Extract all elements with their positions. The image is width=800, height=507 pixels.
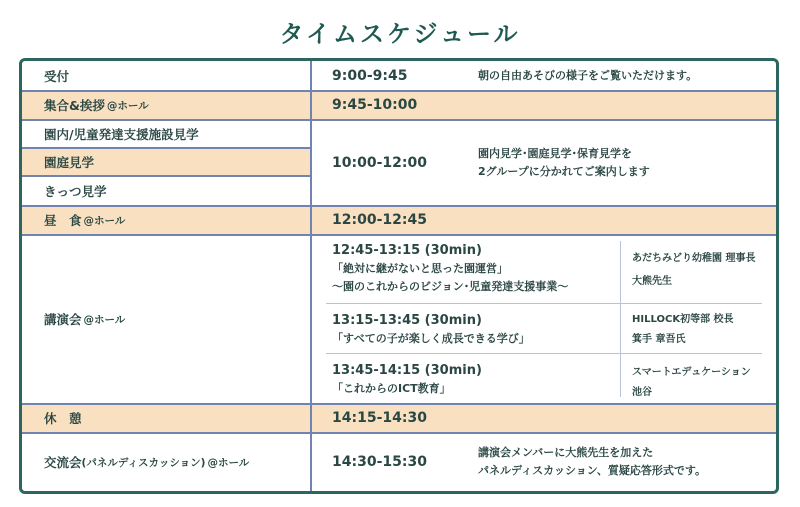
row-label-panel: 交流会 (パネルディスカッション) @ホール <box>44 455 250 470</box>
speaker-3: スマートエデュケーション 池谷 <box>632 367 751 398</box>
speaker-2: HILLOCK初等部 校長 箕手 章吾氏 <box>632 314 734 345</box>
note-tour: 園内見学･園庭見学･保育見学を 2グループに分かれてご案内します <box>478 147 650 178</box>
lecture-session-2: 13:15-13:45 (30min) 「すべての子が楽しく成長できる学び」 <box>332 313 530 345</box>
row-label-lunch: 昼 食 @ホール <box>44 213 126 228</box>
row-label-facility-tour: 園内/児童発達支援施設見学 <box>44 126 199 142</box>
venue-tag: @ホール <box>207 456 250 469</box>
page-title: タイムスケジュール <box>279 20 521 48</box>
row-label-lecture: 講演会 @ホール <box>44 312 126 327</box>
row-label-reception: 受付 <box>44 68 70 84</box>
note-reception: 朝の自由あそびの様子をご覧いただけます。 <box>478 68 698 82</box>
lecture-session-3: 13:45-14:15 (30min) 「これからのICT教育」 <box>332 363 482 395</box>
row-label-garden-tour: 園庭見学 <box>44 154 95 170</box>
note-panel: 講演会メンバーに大熊先生を加えた パネルディスカッション、質疑応答形式です。 <box>478 446 707 477</box>
time-tour: 10:00-12:00 <box>332 154 427 171</box>
row-label-gathering: 集合&挨拶 @ホール <box>44 98 149 113</box>
time-lunch: 12:00-12:45 <box>332 212 427 228</box>
time-break: 14:15-14:30 <box>332 410 427 426</box>
time-gathering: 9:45-10:00 <box>332 97 418 113</box>
time-panel: 14:30-15:30 <box>332 454 427 470</box>
venue-tag: @ホール <box>83 313 126 326</box>
time-reception: 9:00-9:45 <box>332 67 408 84</box>
venue-tag: @ホール <box>83 214 126 227</box>
speaker-1: あだちみどり幼稚園 理事長 大熊先生 <box>632 253 756 287</box>
lecture-session-1: 12:45-13:15 (30min) 「絶対に継がないと思った園運営」 ～園のこれからのビジョン･児童発達支援事業～ <box>332 243 569 293</box>
schedule-table <box>19 58 779 494</box>
row-label-break: 休 憩 <box>44 411 82 426</box>
row-label-kits-tour: きっつ見学 <box>44 183 107 199</box>
venue-tag: @ホール <box>106 99 149 112</box>
